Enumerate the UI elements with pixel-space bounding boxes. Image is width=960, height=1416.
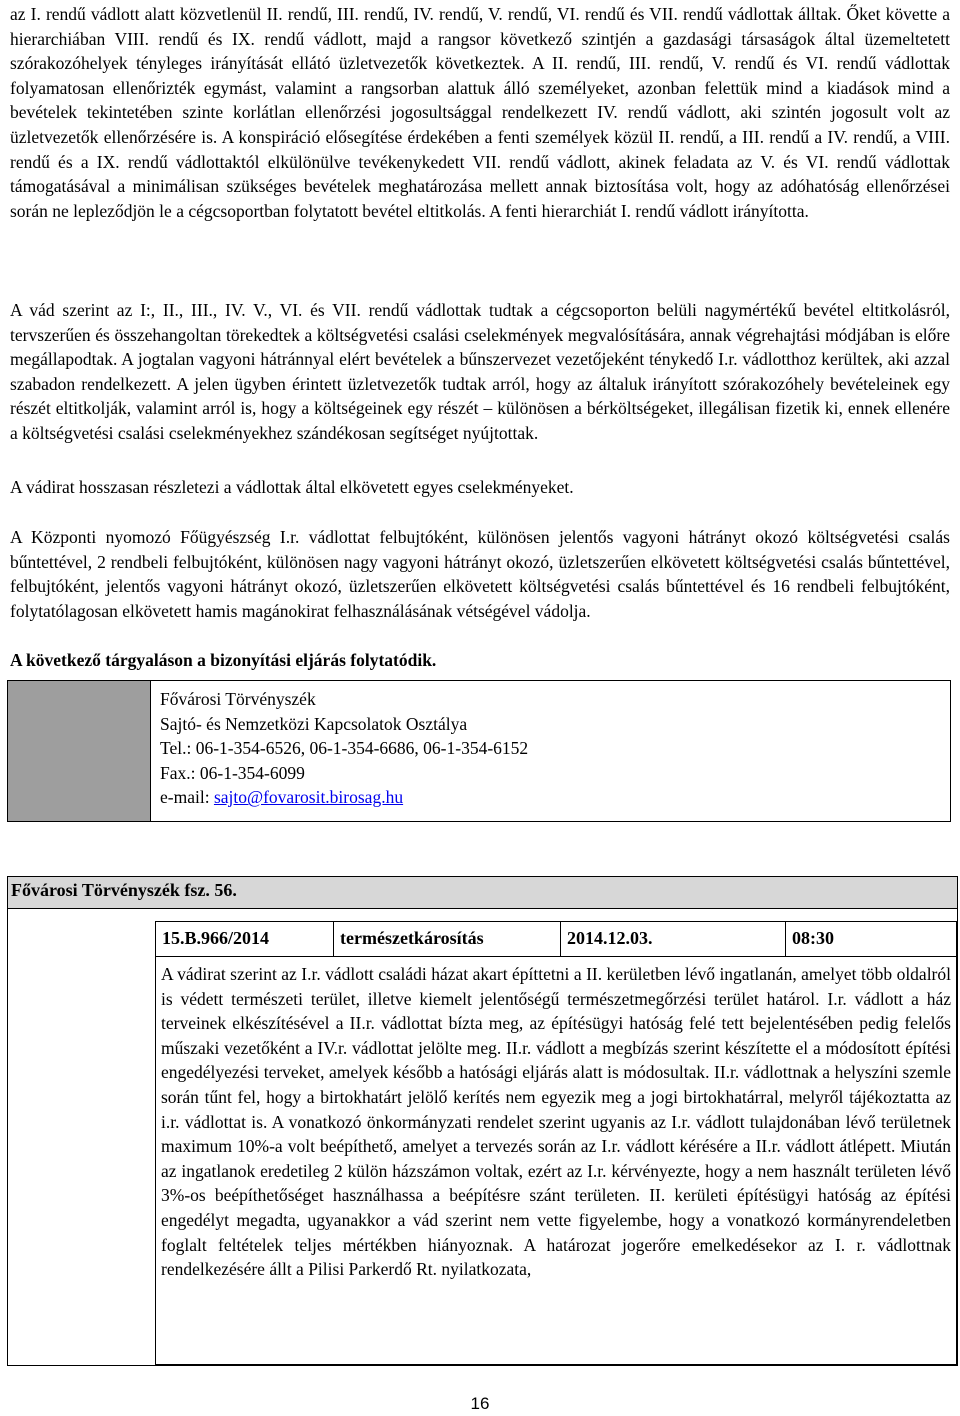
contact-email-label: e-mail: <box>160 787 214 808</box>
contact-email-line <box>160 785 528 810</box>
page-number: 16 <box>470 1394 490 1413</box>
case-time: 08:30 <box>792 928 834 948</box>
contact-email-link[interactable]: sajto@fovarosit.birosag.hu <box>213 787 404 808</box>
contact-phone: Tel.: 06-1-354-6526, 06-1-354-6686, 06-1-354-6152 <box>160 738 529 759</box>
contact-details <box>160 687 528 810</box>
court-room-title: Fővárosi Törvényszék fsz. 56. <box>11 880 237 900</box>
case-type: természetkárosítás <box>334 922 561 956</box>
case-description-box <box>155 957 957 1365</box>
paragraph-details: A vádirat hosszasan részletezi a vádlottak által elkövetett egyes cselekményeket. <box>10 477 574 497</box>
case-date: 2014.12.03. <box>561 922 786 956</box>
press-contact-box <box>7 680 951 822</box>
case-info-row <box>155 921 957 957</box>
contact-org: Fővárosi Törvényszék <box>160 689 316 709</box>
contact-sidebar-bar <box>8 681 151 821</box>
contact-department: Sajtó- és Nemzetközi Kapcsolatok Osztálya <box>160 713 468 734</box>
paragraph-next-hearing: A következő tárgyaláson a bizonyítási eljárás folytatódik. <box>10 650 437 670</box>
paragraph-indictment: A Központi nyomozó Főügyészség I.r. vádlottat felbujtóként, különösen jelentős vagyoni hátrányt okozó költségvetési csalás bűntettével, 2 rendbeli felbujtóként, különösen nagy vagyoni hátrányt okozó, üzletszerűen elkövetett költségvetési csalás bűntettével, felbujtóként, jelentős vagyoni hátrányt okozó, üzletszerűen elkövetett költségvetési csalás bűntettével és 16 rendbeli felbujtóként, folytatólagosan elkövetett hamis magánokirat felhasználásának vétségével vádolja. <box>10 527 950 621</box>
court-hearing-section <box>7 876 958 1366</box>
paragraph-charges: A vád szerint az I:, II., III., IV. V., VI. és VII. rendű vádlottak tudtak a cégcsoporton belüli nagymértékű bevétel eltitkolásról, tervszerűen és összehangoltan törekedtek a költségvetési csalási cselekmények megvalósítására, annak végrehajtási módjában is előre megállapodtak. A jogtalan vagyoni hátránnyal elért bevételek a bűnszervezet vezetőjeként ténykedő I.r. vádlotthoz kerültek, aki azzal szabadon rendelkezett. A jelen ügyben érintett üzletvezetők tudtak arról, hogy az általuk irányított szórakozóhely bevételeinek egy részét eltitkolják, valamint arról is, hogy a költségeinek egy részét – különösen a bérköltségeket, illegálisan fizetik ki, ennek ellenére a költségvetési csalási cselekményekhez szándékosan segítséget nyújtottak. <box>10 300 950 443</box>
contact-fax: Fax.: 06-1-354-6099 <box>160 762 305 783</box>
court-header <box>8 877 957 909</box>
paragraph-hierarchy: az I. rendű vádlott alatt közvetlenül II. rendű, III. rendű, IV. rendű, V. rendű, VI. rendű és VII. rendű vádlottak álltak. Őket követte a hierarchiában VIII. rendű és IX. rendű vádlott, majd a rangsor következő szintjén a gazdasági társaságok által üzemeltetett szórakozóhelyek tényleges irányítását ellátó üzletvezetők következtek. A II. rendű, III. rendű, V. rendű és VI. rendű vádlottak folyamatosan ellenőrizték egymást, valamint a rangsorban alattuk álló személyeket, azonban felettük mind a kiadások mind a bevételek tekintetében szinte korlátlan ellenőrzési jogosultsággal rendelkezett IV. rendű vádlott, aki szintén jogosult volt az üzletvezetők ellenőrzésére is. A konspiráció elősegítése érdekében a fenti személyek közül II. rendű, a III. rendű a IV. rendű, a VIII. rendű és a IX. rendű vádlottaktól elkülönülve tevékenykedett VII. rendű vádlott, akinek feladata az V. és VI. rendű vádlottak támogatásával a minimálisan szükséges bevételek meghatározása mellett annak biztosítása volt, hogy az adóhatóság ellenőrzései során ne lepleződjön le a cégcsoportban folytatott bevétel eltitkolás. A fenti hierarchiát I. rendű vádlott irányította. <box>10 4 950 221</box>
case-number: 15.B.966/2014 <box>156 922 334 956</box>
case-description: A vádirat szerint az I.r. vádlott családi házat akart építtetni a II. kerületben lévő ingatlanán, amelyet több oldalról is védett természeti terület, illetve kiemelt jelentőségű természetmegőrzési terület határol. I.r. vádlott a ház terveinek elkészítésével a II.r. vádlottat bízta meg, az építésügyi hatóság felé tett bejelentésében pedig felelős műszaki vezetőként a IV.r. vádlottat jelölte meg. II.r. vádlott a megbízás szerint készítette el a módosított építési engedélyezési terveket, amelyek később a hatósági eljárás alatt is módosultak. II.r. vádlottnak a helyszíni szemle során tűnt fel, hogy a birtokhatárt jelölő kerítés nem egyezik meg a jogi birtokhatárral, melyről tájékoztatta az i.r. vádlottat is. A vonatkozó önkormányzati rendelet szerint ugyanis az I.r. vádlott tulajdonában lévő területnek maximum 10%-a volt beépíthető, amelyet a tervezés során az I.r. vádlott kérésére a II.r. vádlott átlépett. Miután az ingatlanok eredetileg 2 külön házszámon voltak, ezért az I.r. kérvényezte, hogy a nem használt területen lévő 3%-os beépíthetőséget használhassa a beépítésre szánt területen. II. kerületi építésügyi hatóság az építési engedélyt megadta, ugyanakkor a vád szerint nem vette figyelembe, hogy a vonatkozó kormányrendeletben foglalt feltételek teljes mértékben hiányoznak. A határozat jogerőre emelkedésekor az I. r. vádlottnak rendelkezésére állt a Pilisi Parkerdő Rt. nyilatkozata, <box>161 964 951 1280</box>
